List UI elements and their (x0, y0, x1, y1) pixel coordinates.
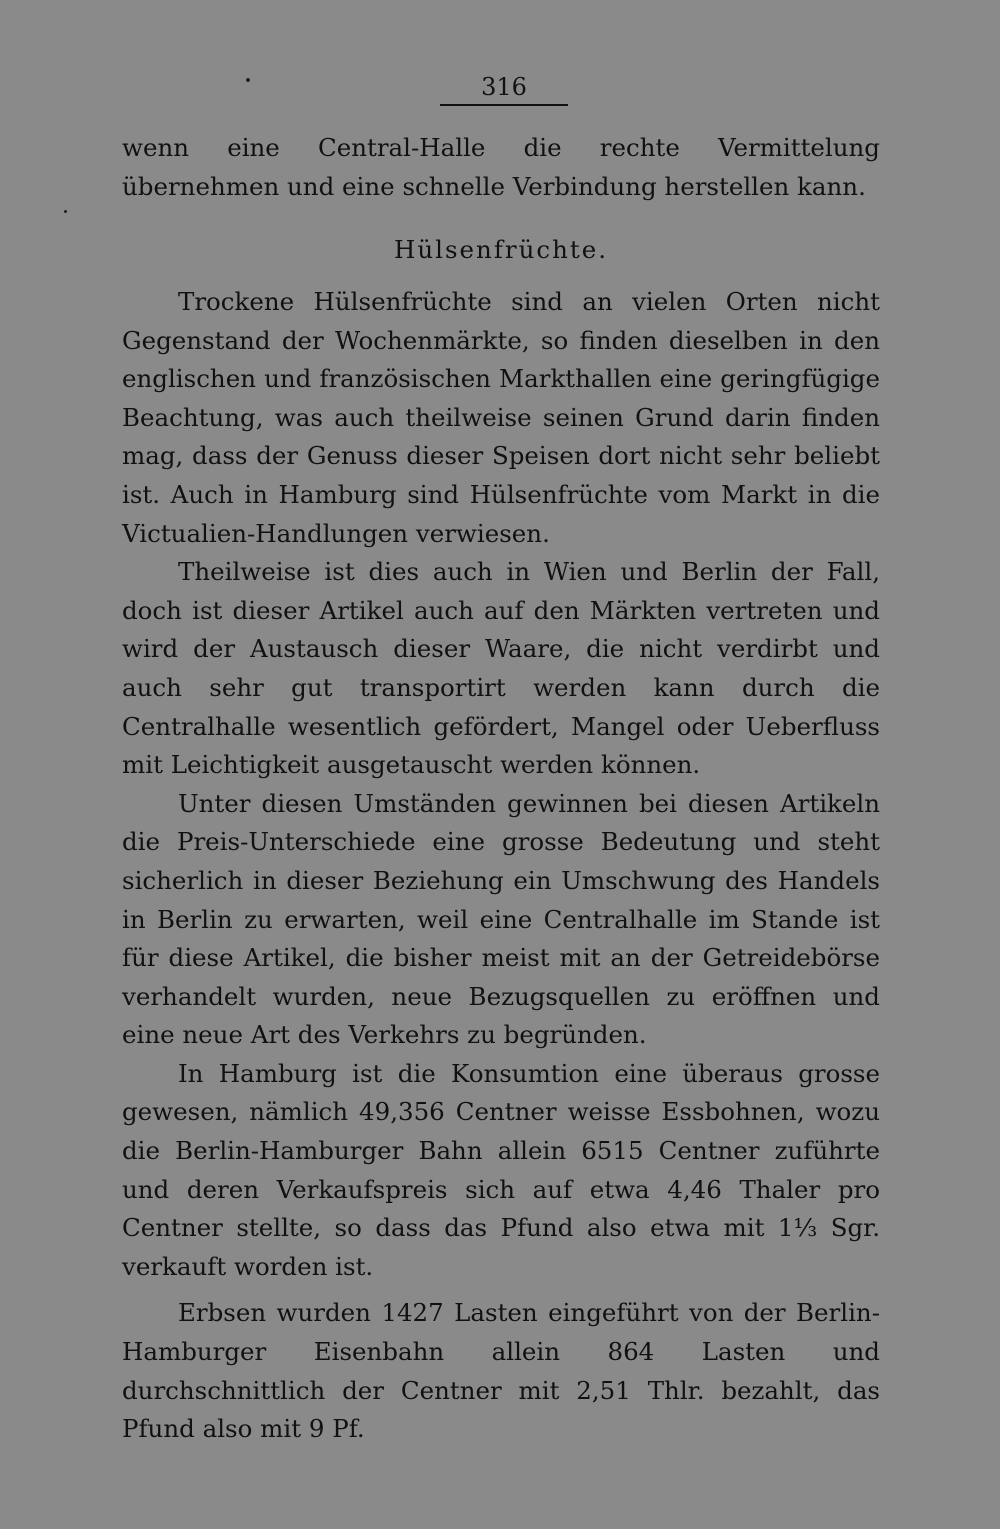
body-text (122, 283, 880, 1449)
intro-text: wenn eine Central-Halle die rechte Vermittelung übernehmen und eine schnelle Verbindung herstellen kann. (122, 133, 880, 201)
paragraph-1: Trockene Hülsenfrüchte sind an vielen Orten nicht Gegenstand der Wochenmärkte, so finden dieselben in den englischen und französischen Markthallen eine geringfügige Beachtung, was auch theilweise seinen Grund darin finden mag, dass der Genuss dieser Speisen dort nicht sehr beliebt ist. Auch in Hamburg sind Hülsenfrüchte vom Markt in die Victualien-Handlungen verwiesen. (122, 287, 880, 548)
paragraph-4: In Hamburg ist die Konsumtion eine überaus grosse gewesen, nämlich 49,356 Centner weisse Essbohnen, wozu die Berlin-Hamburger Bahn allein 6515 Centner zuführte und deren Verkaufspreis sich auf etwa 4,46 Thaler pro Centner stellte, so dass das Pfund also etwa mit 1⅓ Sgr. verkauft worden ist. (122, 1058, 880, 1281)
intro-paragraph (122, 129, 880, 206)
print-speck (246, 78, 250, 82)
paragraph-5: Erbsen wurden 1427 Lasten eingeführt von der Berlin-Hamburger Eisenbahn allein 864 Lasten und durchschnittlich der Centner mit 2,51 Thlr. bezahlt, das Pfund also mit 9 Pf. (122, 1298, 880, 1444)
paragraph-2: Theilweise ist dies auch in Wien und Berlin der Fall, doch ist dieser Artikel auch auf den Märkten vertreten und wird der Austausch dieser Waare, die nicht verdirbt und auch sehr gut transportirt werden kann durch die Centralhalle wesentlich gefördert, Mangel oder Ueberfluss mit Leichtigkeit ausgetauscht werden können. (122, 557, 880, 780)
section-heading: Hülsenfrüchte. (393, 235, 609, 264)
page-number: 316 (440, 72, 568, 106)
print-speck (64, 210, 67, 213)
paragraph-3: Unter diesen Umständen gewinnen bei diesen Artikeln die Preis-Unterschiede eine grosse Bedeutung und steht sicherlich in dieser Beziehung ein Umschwung des Handels in Berlin zu erwarten, weil eine Centralhalle im Stande ist für diese Artikel, die bisher meist mit an der Getreidebörse verhandelt wurden, neue Bezugsquellen zu eröffnen und eine neue Art des Verkehrs zu begründen. (122, 788, 880, 1050)
